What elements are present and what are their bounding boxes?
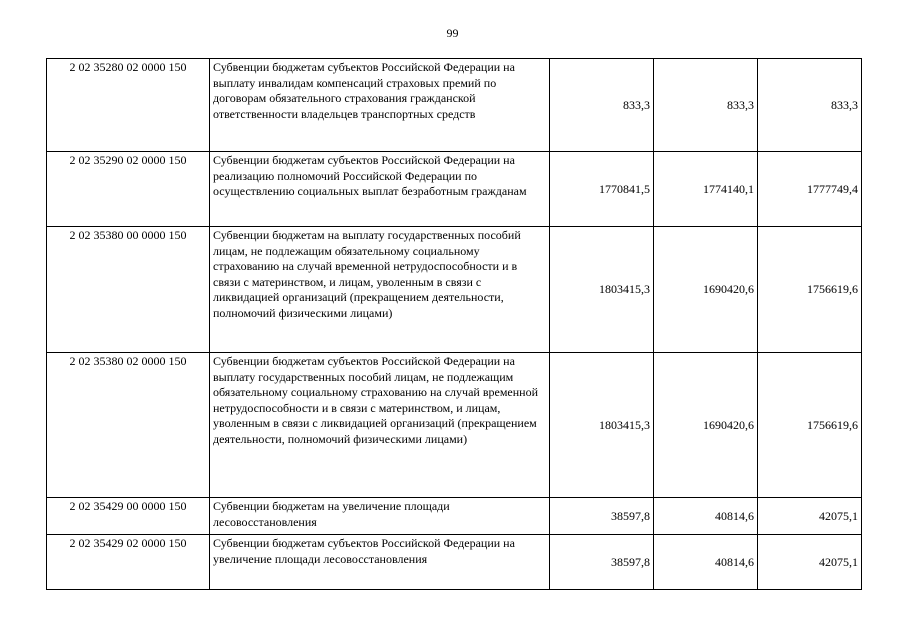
amount-year-3-cell: 1756619,6 xyxy=(758,353,862,498)
table-row xyxy=(47,59,862,152)
table-row xyxy=(47,227,862,353)
description-cell: Субвенции бюджетам субъектов Российской Федерации на увеличение площади лесовосстановления xyxy=(210,535,550,590)
table-row xyxy=(47,535,862,590)
amount-year-3-cell: 1756619,6 xyxy=(758,227,862,353)
amount-year-1-cell: 1770841,5 xyxy=(550,152,654,227)
amount-year-2-cell: 1690420,6 xyxy=(654,353,758,498)
amount-year-3-cell: 833,3 xyxy=(758,59,862,152)
amount-year-1-cell: 1803415,3 xyxy=(550,227,654,353)
description-cell: Субвенции бюджетам субъектов Российской Федерации на выплату инвалидам компенсаций страховых премий по договорам обязательного страхования гражданской ответственности владельцев транспортных средств xyxy=(210,59,550,152)
budget-code-cell: 2 02 35380 02 0000 150 xyxy=(47,353,210,498)
description-cell: Субвенции бюджетам субъектов Российской Федерации на реализацию полномочий Российской Федерации по осуществлению социальных выплат безработным гражданам xyxy=(210,152,550,227)
budget-code-cell: 2 02 35429 02 0000 150 xyxy=(47,535,210,590)
amount-year-3-cell: 1777749,4 xyxy=(758,152,862,227)
amount-year-2-cell: 833,3 xyxy=(654,59,758,152)
budget-code-cell: 2 02 35380 00 0000 150 xyxy=(47,227,210,353)
description-cell: Субвенции бюджетам на увеличение площади лесовосстановления xyxy=(210,498,550,535)
amount-year-1-cell: 38597,8 xyxy=(550,498,654,535)
budget-code-cell: 2 02 35280 02 0000 150 xyxy=(47,59,210,152)
amount-year-3-cell: 42075,1 xyxy=(758,535,862,590)
amount-year-3-cell: 42075,1 xyxy=(758,498,862,535)
budget-table xyxy=(46,58,862,590)
amount-year-1-cell: 1803415,3 xyxy=(550,353,654,498)
description-cell: Субвенции бюджетам субъектов Российской Федерации на выплату государственных пособий лицам, не подлежащим обязательному социальному страхованию на случай временной нетрудоспособности и в связи с материнством, и лицам, уволенным в связи с ликвидацией организаций (прекращением деятельности, полномочий физическими лицами) xyxy=(210,353,550,498)
amount-year-1-cell: 38597,8 xyxy=(550,535,654,590)
table-row xyxy=(47,498,862,535)
description-cell: Субвенции бюджетам на выплату государственных пособий лицам, не подлежащим обязательному социальному страхованию на случай временной нетрудоспособности и в связи с материнством, и лицам, уволенным в связи с ликвидацией организаций (прекращением деятельности, полномочий физическими лицами) xyxy=(210,227,550,353)
budget-code-cell: 2 02 35290 02 0000 150 xyxy=(47,152,210,227)
budget-code-cell: 2 02 35429 00 0000 150 xyxy=(47,498,210,535)
amount-year-2-cell: 1774140,1 xyxy=(654,152,758,227)
table-row xyxy=(47,152,862,227)
amount-year-2-cell: 1690420,6 xyxy=(654,227,758,353)
amount-year-2-cell: 40814,6 xyxy=(654,498,758,535)
amount-year-2-cell: 40814,6 xyxy=(654,535,758,590)
amount-year-1-cell: 833,3 xyxy=(550,59,654,152)
table-row xyxy=(47,353,862,498)
page-number: 99 xyxy=(446,26,459,40)
